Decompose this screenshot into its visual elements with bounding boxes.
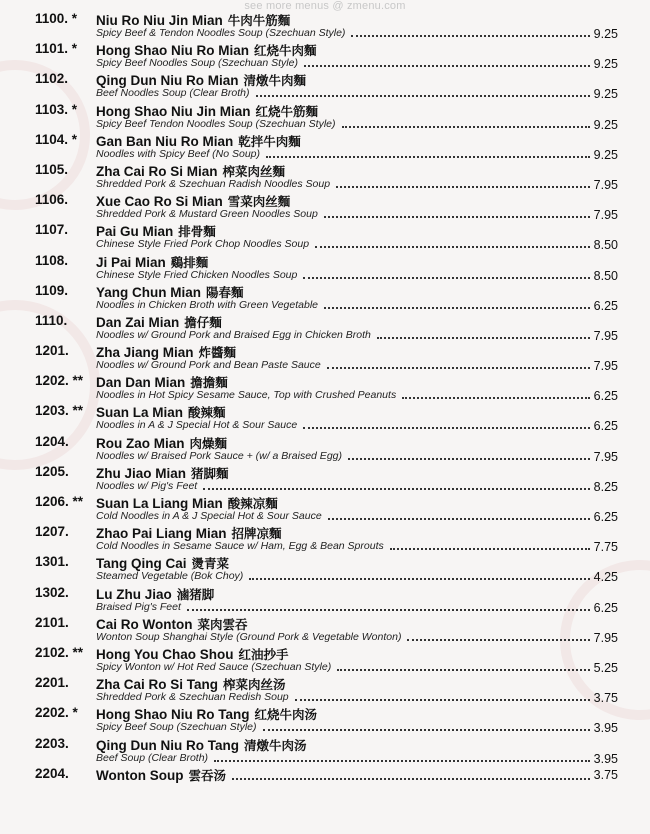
dot-leader bbox=[187, 599, 590, 611]
item-price: 8.50 bbox=[593, 238, 618, 253]
menu-item bbox=[0, 373, 650, 403]
item-name-pinyin: Cai Ro Wonton bbox=[96, 616, 193, 632]
item-price: 6.25 bbox=[593, 419, 618, 434]
item-name-chinese: 清燉牛肉汤 bbox=[243, 737, 307, 753]
item-number: 2203. bbox=[35, 735, 69, 751]
item-price: 8.50 bbox=[593, 268, 618, 283]
item-name-pinyin: Lu Zhu Jiao bbox=[96, 586, 172, 602]
item-number: 1101. * bbox=[35, 41, 78, 57]
item-description: Spicy Beef Soup (Szechuan Style) bbox=[96, 721, 257, 734]
menu-item bbox=[0, 645, 650, 675]
item-name-pinyin: Hong You Chao Shou bbox=[96, 646, 234, 662]
menu-item bbox=[0, 403, 650, 433]
item-price: 3.75 bbox=[593, 691, 618, 706]
item-name-chinese: 榨菜肉丝汤 bbox=[223, 677, 286, 693]
item-price: 9.25 bbox=[593, 27, 618, 41]
item-number: 2201. bbox=[35, 675, 69, 691]
item-name-pinyin: Ji Pai Mian bbox=[96, 254, 166, 270]
dot-leader bbox=[263, 719, 590, 731]
item-number: 1107. bbox=[35, 222, 69, 238]
menu-item bbox=[0, 253, 650, 283]
item-name-pinyin: Qing Dun Niu Ro Tang bbox=[96, 737, 239, 753]
item-number: 1110. bbox=[35, 312, 68, 328]
item-price: 3.75 bbox=[593, 767, 618, 782]
item-name-chinese: 滷猪脚 bbox=[176, 586, 215, 602]
item-name-pinyin: Tang Qing Cai bbox=[96, 556, 187, 572]
menu-item bbox=[0, 675, 650, 705]
item-price: 7.95 bbox=[593, 177, 618, 192]
dot-leader bbox=[327, 357, 590, 369]
item-name-chinese: 擔擔麵 bbox=[190, 375, 228, 391]
menu-item bbox=[0, 71, 650, 101]
item-description: Spicy Wonton w/ Hot Red Sauce (Szechuan Style) bbox=[96, 660, 332, 673]
item-price: 7.95 bbox=[593, 328, 618, 343]
menu-item bbox=[0, 192, 650, 222]
item-name-chinese: 红烧牛肉汤 bbox=[254, 707, 317, 723]
dot-leader bbox=[214, 750, 590, 762]
item-price: 3.95 bbox=[593, 721, 618, 736]
dot-leader bbox=[232, 768, 590, 780]
dot-leader bbox=[390, 538, 590, 550]
dot-leader bbox=[303, 417, 590, 429]
item-name-pinyin: Rou Zao Mian bbox=[96, 435, 185, 451]
item-description: Beef Noodles Soup (Clear Broth) bbox=[96, 87, 250, 100]
item-price: 6.25 bbox=[593, 298, 618, 313]
item-description: Beef Soup (Clear Broth) bbox=[96, 751, 209, 764]
item-number: 1100. * bbox=[35, 11, 78, 26]
item-name-chinese: 红油抄手 bbox=[238, 646, 289, 662]
menu-item bbox=[0, 102, 650, 132]
item-name-pinyin: Zha Cai Ro Si Tang bbox=[96, 677, 219, 693]
item-name-pinyin: Yang Chun Mian bbox=[96, 284, 202, 300]
item-name bbox=[96, 766, 226, 784]
dot-leader bbox=[304, 55, 590, 67]
dot-leader bbox=[324, 297, 590, 309]
item-name-chinese: 招牌凉麵 bbox=[231, 526, 282, 542]
item-name-chinese: 牛肉牛筋麵 bbox=[227, 13, 291, 28]
item-name-chinese: 猪脚麵 bbox=[191, 465, 229, 481]
item-number: 1102. bbox=[35, 71, 69, 87]
item-name-pinyin: Hong Shao Niu Ro Tang bbox=[96, 707, 250, 723]
menu-item bbox=[0, 554, 650, 584]
item-description: Noodles in Chicken Broth with Green Vegetable bbox=[96, 298, 318, 311]
item-number: 1204. bbox=[35, 433, 69, 449]
item-number: 1301. bbox=[35, 554, 69, 570]
item-name-pinyin: Zhao Pai Liang Mian bbox=[96, 526, 227, 542]
item-number: 1302. bbox=[35, 584, 69, 600]
item-price: 7.95 bbox=[593, 359, 618, 374]
item-description: Shredded Pork & Szechuan Radish Noodles Soup bbox=[96, 177, 331, 190]
item-name-chinese: 菜肉雲吞 bbox=[197, 616, 248, 632]
item-description: Spicy Beef & Tendon Noodles Soup (Szechuan Style) bbox=[96, 27, 346, 39]
item-number: 1105. bbox=[35, 161, 69, 177]
item-name-chinese: 雪菜肉丝麵 bbox=[227, 194, 291, 210]
menu-item bbox=[0, 524, 650, 554]
item-price: 7.75 bbox=[593, 540, 618, 555]
item-price: 6.25 bbox=[593, 510, 618, 524]
item-description: Shredded Pork & Szechuan Redish Soup bbox=[96, 691, 289, 704]
item-number: 1206. ** bbox=[35, 494, 84, 509]
item-price: 7.95 bbox=[593, 449, 618, 464]
dot-leader bbox=[328, 508, 590, 520]
dot-leader bbox=[377, 327, 590, 339]
item-description: Noodles in Hot Spicy Sesame Sauce, Top with Crushed Peanuts bbox=[96, 389, 397, 402]
item-name-chinese: 肉燥麵 bbox=[189, 435, 228, 451]
item-number: 1103. * bbox=[35, 101, 78, 117]
menu-item bbox=[0, 585, 650, 615]
item-name-pinyin: Zha Cai Ro Si Mian bbox=[96, 163, 218, 179]
item-price: 5.25 bbox=[593, 660, 618, 675]
dot-leader bbox=[324, 206, 590, 218]
item-number: 2204. bbox=[35, 765, 69, 781]
item-number: 2101. bbox=[35, 614, 69, 630]
item-name-chinese: 炸醬麵 bbox=[198, 345, 237, 361]
item-description: Steamed Vegetable (Bok Choy) bbox=[96, 570, 244, 583]
item-price: 6.25 bbox=[593, 389, 618, 404]
item-name-chinese: 排骨麵 bbox=[178, 224, 216, 240]
item-description: Noodles with Spicy Beef (No Soup) bbox=[96, 147, 260, 160]
menu-item bbox=[0, 41, 650, 71]
item-name-pinyin: Qing Dun Niu Ro Mian bbox=[96, 73, 239, 89]
item-name-chinese: 鷄排麵 bbox=[170, 254, 209, 270]
dot-leader bbox=[266, 146, 590, 158]
item-description: Shredded Pork & Mustard Green Noodles Soup bbox=[96, 208, 318, 221]
dot-leader bbox=[295, 689, 590, 701]
menu-item bbox=[0, 494, 650, 524]
item-description: Spicy Beef Noodles Soup (Szechuan Style) bbox=[96, 57, 298, 70]
item-description: Chinese Style Fried Pork Chop Noodles Soup bbox=[96, 238, 310, 251]
item-name-pinyin: Dan Dan Mian bbox=[96, 375, 186, 391]
dot-leader bbox=[203, 478, 590, 490]
item-description: Noodles w/ Pig's Feet bbox=[96, 479, 198, 492]
item-number: 1109. bbox=[35, 282, 69, 298]
item-description: Noodles in A & J Special Hot & Sour Sauce bbox=[96, 419, 298, 432]
menu-item bbox=[0, 222, 650, 252]
item-name-pinyin: Suan La Liang Mian bbox=[96, 496, 223, 511]
item-name-pinyin: Pai Gu Mian bbox=[96, 224, 174, 240]
item-description: Chinese Style Fried Chicken Noodles Soup bbox=[96, 268, 298, 281]
item-price: 9.25 bbox=[593, 117, 618, 132]
item-price: 4.25 bbox=[593, 570, 618, 585]
item-price: 9.25 bbox=[593, 147, 618, 162]
item-description: Braised Pig's Feet bbox=[96, 600, 181, 613]
item-name-chinese: 擔仔麵 bbox=[184, 314, 222, 330]
item-name-chinese: 陽春麵 bbox=[206, 284, 244, 300]
item-price: 7.95 bbox=[593, 630, 618, 645]
menu-item bbox=[0, 283, 650, 313]
item-name-pinyin: Suan La Mian bbox=[96, 405, 184, 421]
item-name-chinese: 酸辣凉麵 bbox=[227, 496, 278, 511]
menu-item bbox=[0, 766, 650, 796]
dot-leader bbox=[336, 176, 590, 188]
dot-leader bbox=[348, 448, 590, 460]
item-description: Noodles w/ Braised Pork Sauce + (w/ a Braised Egg) bbox=[96, 449, 342, 462]
dot-leader bbox=[402, 387, 590, 399]
item-name-pinyin: Zha Jiang Mian bbox=[96, 345, 194, 361]
item-name-pinyin: Zhu Jiao Mian bbox=[96, 465, 187, 481]
dot-leader bbox=[337, 659, 590, 671]
dot-leader bbox=[407, 629, 590, 641]
item-price: 9.25 bbox=[593, 57, 618, 72]
item-name-chinese: 酸辣麵 bbox=[188, 405, 226, 421]
item-number: 1203. ** bbox=[35, 403, 84, 419]
item-name-chinese: 红烧牛肉麵 bbox=[254, 43, 317, 59]
dot-leader bbox=[342, 116, 590, 128]
item-price: 9.25 bbox=[593, 87, 618, 102]
dot-leader bbox=[249, 568, 590, 580]
menu-item bbox=[0, 343, 650, 373]
menu-item bbox=[0, 615, 650, 645]
dot-leader bbox=[303, 267, 590, 279]
watermark: see more menus @ zmenu.com bbox=[244, 0, 406, 12]
item-name-chinese: 清燉牛肉麵 bbox=[243, 73, 306, 89]
menu-item bbox=[0, 162, 650, 192]
item-description: Spicy Beef Tendon Noodles Soup (Szechuan Style) bbox=[96, 117, 336, 130]
menu-item bbox=[0, 313, 650, 343]
item-price: 3.95 bbox=[593, 751, 618, 766]
item-number: 1207. bbox=[35, 524, 69, 540]
menu-item bbox=[0, 434, 650, 464]
item-price: 7.95 bbox=[593, 208, 618, 223]
item-description: Wonton Soup Shanghai Style (Ground Pork & Vegetable Wonton) bbox=[96, 630, 402, 643]
item-description: Cold Noodles in Sesame Sauce w/ Ham, Egg & Bean Sprouts bbox=[96, 540, 384, 553]
item-number: 2102. ** bbox=[35, 644, 84, 660]
item-number: 1202. ** bbox=[35, 373, 84, 389]
dot-leader bbox=[351, 25, 590, 37]
menu-list bbox=[0, 11, 650, 796]
item-number: 1205. bbox=[35, 463, 69, 479]
item-name-chinese: 红烧牛筋麵 bbox=[255, 103, 319, 119]
item-description: Cold Noodles in A & J Special Hot & Sour Sauce bbox=[96, 510, 322, 522]
item-number: 1108. bbox=[35, 252, 69, 268]
item-name-chinese: 燙青菜 bbox=[191, 556, 230, 572]
item-name-pinyin: Hong Shao Niu Ro Mian bbox=[96, 43, 249, 59]
item-price: 6.25 bbox=[593, 600, 618, 615]
item-description: Noodles w/ Ground Pork and Bean Paste Sauce bbox=[96, 359, 321, 372]
menu-item bbox=[0, 736, 650, 766]
item-name-chinese: 乾拌牛肉麵 bbox=[238, 133, 301, 149]
item-name-pinyin: Xue Cao Ro Si Mian bbox=[96, 194, 223, 210]
menu-item bbox=[0, 11, 650, 41]
item-name-pinyin: Wonton Soup bbox=[96, 767, 184, 783]
menu-item bbox=[0, 464, 650, 494]
item-number: 1106. bbox=[35, 192, 69, 208]
item-number: 1104. * bbox=[35, 131, 78, 147]
item-name-pinyin: Niu Ro Niu Jin Mian bbox=[96, 13, 223, 28]
item-description: Noodles w/ Ground Pork and Braised Egg in Chicken Broth bbox=[96, 328, 371, 341]
item-name-pinyin: Hong Shao Niu Jin Mian bbox=[96, 103, 251, 119]
item-number: 2202. * bbox=[35, 705, 78, 721]
menu-item bbox=[0, 705, 650, 735]
item-price: 8.25 bbox=[593, 479, 618, 494]
item-number: 1201. bbox=[35, 343, 69, 359]
menu-item bbox=[0, 132, 650, 162]
item-name-pinyin: Gan Ban Niu Ro Mian bbox=[96, 133, 234, 149]
item-name-chinese: 雲吞汤 bbox=[188, 767, 226, 783]
dot-leader bbox=[315, 236, 590, 248]
item-name-pinyin: Dan Zai Mian bbox=[96, 314, 180, 330]
item-name-chinese: 榨菜肉丝麵 bbox=[222, 163, 286, 179]
dot-leader bbox=[256, 85, 590, 97]
